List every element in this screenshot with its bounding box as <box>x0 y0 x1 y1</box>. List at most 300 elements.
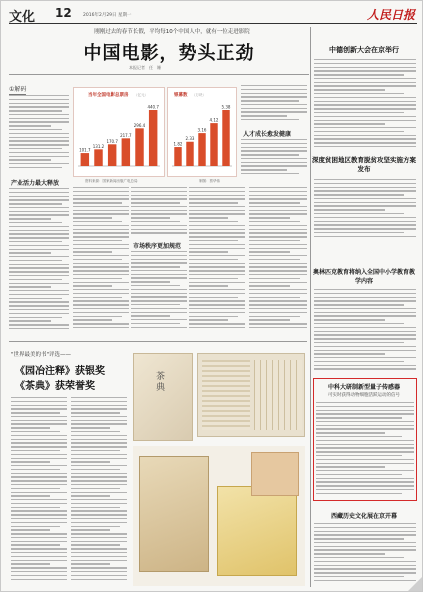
text-line <box>71 571 127 572</box>
text-column-right <box>241 139 307 179</box>
text-line <box>249 221 300 222</box>
text-line <box>314 202 416 203</box>
text-line <box>241 93 307 94</box>
text-line <box>71 522 127 523</box>
text-line <box>189 255 245 256</box>
text-line <box>73 270 129 271</box>
text-line <box>314 142 416 143</box>
stacked-books-photo <box>133 446 305 586</box>
text-line <box>189 312 245 313</box>
text-line <box>11 488 60 489</box>
text-line <box>241 143 307 144</box>
text-line <box>131 191 187 192</box>
text-line <box>9 159 51 160</box>
text-line <box>9 207 69 208</box>
text-line <box>71 397 127 398</box>
text-line <box>9 133 69 134</box>
text-line <box>9 114 69 115</box>
text-line <box>316 417 402 418</box>
text-line <box>131 296 187 297</box>
text-line <box>9 196 69 197</box>
text-line <box>11 533 67 534</box>
text-line <box>314 120 416 121</box>
text-line <box>73 300 129 301</box>
text-line <box>316 447 414 448</box>
text-line <box>314 187 416 188</box>
text-line <box>189 198 245 199</box>
text-line <box>249 210 307 211</box>
text-line <box>314 194 404 195</box>
text-line <box>9 167 62 168</box>
text-line <box>316 485 414 486</box>
text-line <box>9 237 69 238</box>
text-line <box>71 427 110 428</box>
text-line <box>73 198 129 199</box>
text-line <box>11 522 67 523</box>
text-line <box>241 100 299 101</box>
text-line <box>314 138 416 139</box>
section-name: 文化 <box>9 10 36 25</box>
text-line <box>314 82 416 83</box>
text-line <box>131 319 187 320</box>
text-line <box>11 484 67 485</box>
text-line <box>314 312 416 313</box>
text-line <box>11 526 60 527</box>
text-line <box>249 217 290 218</box>
text-line <box>71 510 127 511</box>
text-line <box>9 226 69 227</box>
text-line <box>189 187 245 188</box>
text-line <box>9 309 69 310</box>
chart-caption: 制图：蔡华伟 <box>199 179 220 183</box>
text-line <box>11 503 67 504</box>
text-line <box>249 263 307 264</box>
text-line <box>71 439 127 440</box>
text-line <box>314 557 404 558</box>
text-line <box>71 526 120 527</box>
text-line <box>249 232 307 233</box>
bar <box>149 110 157 166</box>
bar <box>135 128 143 166</box>
text-line <box>73 323 129 324</box>
text-line <box>316 406 414 407</box>
text-line <box>11 401 67 402</box>
text-line <box>11 548 67 549</box>
text-line <box>314 146 416 147</box>
text-line <box>11 405 67 406</box>
text-line <box>9 298 62 299</box>
text-line <box>241 158 307 159</box>
text-line <box>73 263 129 264</box>
right-text-4 <box>316 402 414 498</box>
text-line <box>71 431 120 432</box>
text-line <box>71 435 127 436</box>
text-line <box>314 198 416 199</box>
text-line <box>131 213 187 214</box>
text-line <box>249 270 307 271</box>
text-line <box>11 537 67 538</box>
text-line <box>11 579 67 580</box>
text-line <box>11 529 50 530</box>
text-column-3b <box>131 251 187 331</box>
text-line <box>9 211 69 212</box>
text-line <box>71 552 127 553</box>
text-column-1 <box>9 95 69 175</box>
text-line <box>9 256 69 257</box>
text-line <box>73 217 112 218</box>
text-line <box>11 397 67 398</box>
text-line <box>314 546 416 547</box>
text-line <box>189 308 245 309</box>
text-line <box>189 323 245 324</box>
text-line <box>11 563 50 564</box>
text-line <box>9 317 62 318</box>
text-line <box>73 232 129 233</box>
text-line <box>241 111 307 112</box>
text-line <box>241 108 307 109</box>
open-book-photo <box>197 353 305 437</box>
text-line <box>131 323 180 324</box>
text-line <box>314 365 416 366</box>
text-line <box>249 297 300 298</box>
screens-bar-chart <box>168 102 236 174</box>
text-line <box>314 217 416 218</box>
text-line <box>189 278 238 279</box>
text-line <box>131 281 170 282</box>
text-line <box>189 319 228 320</box>
text-line <box>314 104 416 105</box>
text-line <box>71 469 120 470</box>
text-line <box>9 199 69 200</box>
text-line <box>71 529 110 530</box>
right-text-3 <box>314 289 416 373</box>
text-line <box>11 469 60 470</box>
text-line <box>314 127 416 128</box>
book-title-glyph: 茶典 <box>156 372 166 393</box>
text-line <box>9 305 69 306</box>
text-line <box>189 217 228 218</box>
bar-value-label: 131.2 <box>92 143 105 149</box>
feature-headline-1: 《园冶注释》获银奖 <box>15 366 105 377</box>
text-line <box>71 507 120 508</box>
text-line <box>131 195 187 196</box>
bar-value-label: 101.7 <box>79 147 91 153</box>
text-line <box>73 316 122 317</box>
text-line <box>316 466 385 467</box>
text-line <box>71 412 120 413</box>
text-line <box>9 95 69 96</box>
text-line <box>189 285 228 286</box>
text-line <box>71 423 127 424</box>
text-line <box>11 560 67 561</box>
page-curl <box>408 577 422 591</box>
text-line <box>314 346 416 347</box>
text-line <box>249 312 307 313</box>
text-line <box>131 259 187 260</box>
text-line <box>73 251 112 252</box>
text-line <box>314 350 416 351</box>
text-line <box>314 70 416 71</box>
text-line <box>249 316 300 317</box>
text-line <box>71 575 127 576</box>
text-line <box>9 144 69 145</box>
text-line <box>73 202 122 203</box>
text-line <box>73 274 129 275</box>
text-line <box>314 319 385 320</box>
right-headline-3: 奥林匹克教育将纳入全国中小学教育教学内容 <box>312 269 415 285</box>
text-line <box>71 401 127 402</box>
text-line <box>73 308 129 309</box>
text-line <box>189 236 245 237</box>
text-line <box>73 327 129 328</box>
text-line <box>314 224 416 225</box>
text-line <box>249 229 307 230</box>
text-line <box>9 137 69 138</box>
subhead-market: 市场秩序更加规范 <box>133 243 182 250</box>
text-line <box>314 112 404 113</box>
text-line <box>314 116 416 117</box>
text-line <box>241 119 299 120</box>
text-line <box>131 300 187 301</box>
text-line <box>241 150 307 151</box>
text-line <box>314 213 404 214</box>
text-line <box>314 304 404 305</box>
text-line <box>9 203 62 204</box>
text-line <box>314 338 416 339</box>
right-text-2 <box>314 179 416 239</box>
text-line <box>131 304 180 305</box>
text-line <box>71 495 110 496</box>
text-line <box>131 270 187 271</box>
text-line <box>316 402 414 403</box>
text-line <box>316 489 414 490</box>
text-line <box>11 476 67 477</box>
text-line <box>316 474 402 475</box>
text-line <box>314 331 416 332</box>
bar <box>198 133 205 166</box>
chart-unit: （亿元） <box>134 93 148 97</box>
text-line <box>11 454 67 455</box>
text-line <box>73 229 129 230</box>
text-line <box>9 230 69 231</box>
text-line <box>249 274 307 275</box>
text-line <box>316 463 414 464</box>
text-line <box>249 293 307 294</box>
text-line <box>11 514 67 515</box>
text-line <box>71 556 127 557</box>
text-line <box>11 552 67 553</box>
text-line <box>241 165 307 166</box>
text-line <box>9 279 62 280</box>
text-line <box>314 357 416 358</box>
page-number: 12 <box>55 6 72 20</box>
text-line <box>314 221 416 222</box>
book-page-right <box>254 360 302 430</box>
text-line <box>314 289 416 290</box>
text-line <box>71 450 120 451</box>
text-line <box>314 135 416 136</box>
text-line <box>71 446 127 447</box>
text-line <box>71 514 127 515</box>
text-line <box>73 255 129 256</box>
text-line <box>73 195 129 196</box>
text-line <box>189 213 245 214</box>
text-line <box>189 240 238 241</box>
text-line <box>71 567 127 568</box>
text-line <box>9 267 69 268</box>
text-line <box>131 289 187 290</box>
text-line <box>314 523 416 524</box>
text-line <box>131 229 187 230</box>
text-line <box>11 492 67 493</box>
text-line <box>131 293 187 294</box>
text-line <box>11 431 60 432</box>
text-line <box>9 214 69 215</box>
text-line <box>316 413 414 414</box>
text-line <box>9 121 69 122</box>
text-line <box>249 289 307 290</box>
text-line <box>73 266 129 267</box>
text-line <box>71 488 120 489</box>
text-line <box>314 300 416 301</box>
text-line <box>314 108 416 109</box>
text-line <box>9 192 69 193</box>
text-line <box>11 416 67 417</box>
text-line <box>9 283 69 284</box>
text-column-5 <box>249 187 307 332</box>
text-line <box>9 218 51 219</box>
text-line <box>11 499 67 500</box>
text-line <box>9 222 62 223</box>
story-headline: 中国电影，势头正劲 <box>83 43 255 64</box>
text-line <box>9 118 69 119</box>
text-line <box>9 241 62 242</box>
text-line <box>314 361 404 362</box>
text-line <box>249 198 307 199</box>
bar-value-label: 217.7 <box>120 132 132 138</box>
text-line <box>314 368 416 369</box>
text-line <box>189 304 245 305</box>
text-line <box>241 85 307 86</box>
text-line <box>9 313 69 314</box>
text-line <box>249 244 307 245</box>
text-line <box>71 442 127 443</box>
text-line <box>9 152 69 153</box>
text-line <box>131 225 187 226</box>
text-line <box>73 248 129 249</box>
text-line <box>131 308 187 309</box>
text-line <box>73 278 122 279</box>
bar <box>186 142 193 166</box>
text-line <box>241 154 299 155</box>
text-line <box>131 315 170 316</box>
text-line <box>9 110 62 111</box>
text-line <box>9 188 69 189</box>
bar <box>210 123 217 166</box>
text-line <box>131 277 187 278</box>
text-line <box>314 576 404 577</box>
text-line <box>71 458 127 459</box>
text-line <box>189 270 245 271</box>
text-line <box>73 297 122 298</box>
text-line <box>249 187 307 188</box>
text-line <box>131 206 187 207</box>
text-line <box>314 553 385 554</box>
text-line <box>131 285 180 286</box>
bar <box>174 147 181 166</box>
bar-value-label: 5.38 <box>221 104 231 110</box>
text-line <box>314 334 416 335</box>
text-line <box>316 455 402 456</box>
text-line <box>11 446 67 447</box>
text-line <box>316 425 414 426</box>
text-line <box>131 274 187 275</box>
text-line <box>249 266 307 267</box>
text-line <box>73 210 129 211</box>
text-line <box>9 264 69 265</box>
text-line <box>11 510 67 511</box>
text-line <box>314 342 404 343</box>
text-line <box>11 544 60 545</box>
text-line <box>9 129 62 130</box>
text-line <box>189 263 245 264</box>
text-line <box>241 89 307 90</box>
text-line <box>73 259 122 260</box>
text-line <box>11 450 60 451</box>
text-line <box>71 579 127 580</box>
text-line <box>314 67 416 68</box>
bar <box>222 110 229 166</box>
text-line <box>71 503 127 504</box>
subhead-industry: 产业活力最大释放 <box>11 180 60 187</box>
text-line <box>241 96 307 97</box>
text-line <box>71 405 127 406</box>
text-line <box>249 259 300 260</box>
text-line <box>9 275 69 276</box>
text-line <box>241 139 307 140</box>
text-line <box>316 451 414 452</box>
text-line <box>314 74 404 75</box>
text-line <box>249 327 307 328</box>
text-column-3 <box>131 187 187 237</box>
feature-text-1 <box>11 397 67 585</box>
text-line <box>314 93 404 94</box>
text-line <box>249 319 290 320</box>
text-line <box>11 495 50 496</box>
text-line <box>131 187 187 188</box>
text-line <box>249 213 307 214</box>
text-line <box>73 304 129 305</box>
text-line <box>9 245 69 246</box>
text-line <box>131 251 187 252</box>
text-line <box>189 327 245 328</box>
text-line <box>314 315 416 316</box>
story-kicker: 刚刚过去的春节长假，平均每10个中国人中，就有一位走进影院 <box>94 29 250 35</box>
text-line <box>241 115 287 116</box>
text-line <box>73 293 129 294</box>
text-line <box>9 286 51 287</box>
text-line <box>316 421 414 422</box>
text-line <box>314 580 416 581</box>
chart-title: 当年全国电影总票房 <box>88 93 129 98</box>
text-line <box>314 353 385 354</box>
text-line <box>71 518 127 519</box>
text-line <box>71 465 127 466</box>
text-line <box>314 293 416 294</box>
text-line <box>11 465 67 466</box>
text-line <box>9 103 69 104</box>
text-line <box>249 282 307 283</box>
